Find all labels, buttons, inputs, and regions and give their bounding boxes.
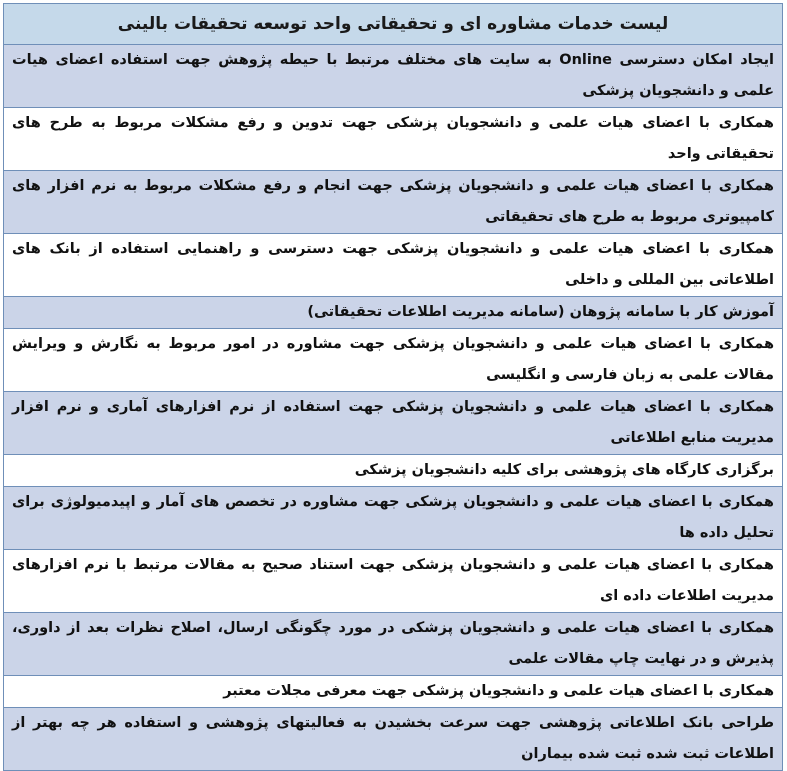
service-item: همکاری با اعضای هیات علمی و دانشجویان پزشکی جهت استفاده از نرم افزارهای آماری و نرم افزار مدیریت منابع اطلاعاتی [4, 392, 783, 455]
table-row [4, 392, 783, 455]
service-item: آموزش کار با سامانه پژوهان (سامانه مدیریت اطلاعات تحقیقاتی) [4, 297, 783, 329]
service-item: همکاری با اعضای هیات علمی و دانشجویان پزشکی جهت تدوین و رفع مشکلات مربوط به طرح های تحقیقاتی واحد [4, 108, 783, 171]
service-item: همکاری با اعضای هیات علمی و دانشجویان پزشکی در مورد چگونگی ارسال، اصلاح نظرات بعد از داوری، پذیرش و در نهایت چاپ مقالات علمی [4, 613, 783, 676]
table-row [4, 487, 783, 550]
table-row [4, 108, 783, 171]
table-row [4, 676, 783, 708]
table-row [4, 234, 783, 297]
service-item: همکاری با اعضای هیات علمی و دانشجویان پزشکی جهت مشاوره در امور مربوط به نگارش و ویرایش مقالات علمی به زبان فارسی و انگلیسی [4, 329, 783, 392]
service-item: همکاری با اعضای هیات علمی و دانشجویان پزشکی جهت استناد صحیح به مقالات مرتبط با نرم افزارهای مدیریت اطلاعات داده ای [4, 550, 783, 613]
table-row [4, 329, 783, 392]
service-item: همکاری با اعضای هیات علمی و دانشجویان پزشکی جهت مشاوره در تخصص های آمار و اپیدمیولوژی برای تحلیل داده ها [4, 487, 783, 550]
services-table [3, 3, 783, 771]
table-row [4, 613, 783, 676]
service-item: همکاری با اعضای هیات علمی و دانشجویان پزشکی جهت انجام و رفع مشکلات مربوط به نرم افزار های کامپیوتری مربوط به طرح های تحقیقاتی [4, 171, 783, 234]
table-header-row [4, 4, 783, 45]
table-row [4, 708, 783, 771]
table-row [4, 171, 783, 234]
service-item: طراحی بانک اطلاعاتی پژوهشی جهت سرعت بخشیدن به فعالیتهای پژوهشی و استفاده هر چه بهتر از اطلاعات ثبت شده ثبت شده بیماران [4, 708, 783, 771]
table-row [4, 45, 783, 108]
table-row [4, 297, 783, 329]
service-item: برگزاری کارگاه های پژوهشی برای کلیه دانشجویان پزشکی [4, 455, 783, 487]
table-row [4, 550, 783, 613]
table-title: لیست خدمات مشاوره ای و تحقیقاتی واحد توسعه تحقیقات بالینی [4, 4, 783, 45]
table-row [4, 455, 783, 487]
service-item: همکاری با اعضای هیات علمی و دانشجویان پزشکی جهت دسترسی و راهنمایی استفاده از بانک های اطلاعاتی بین المللی و داخلی [4, 234, 783, 297]
service-item: ایجاد امکان دسترسی Online به سایت های مختلف مرتبط با حیطه پژوهش جهت استفاده اعضای هیات علمی و دانشجویان پزشکی [4, 45, 783, 108]
service-item: همکاری با اعضای هیات علمی و دانشجویان پزشکی جهت معرفی مجلات معتبر [4, 676, 783, 708]
